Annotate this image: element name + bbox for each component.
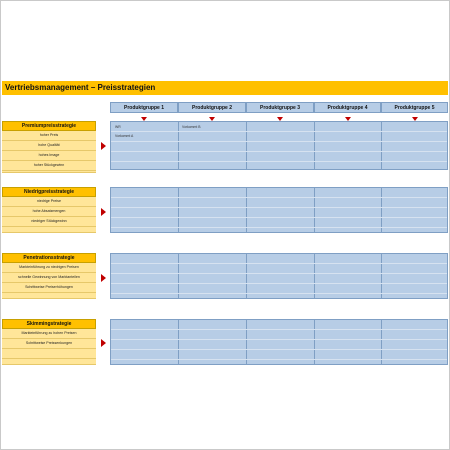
list-item: hohe Absatzmengen (2, 207, 96, 217)
section-heading-niedrigpreis: Niedrigpreisstrategie (2, 187, 96, 197)
list-item (2, 171, 96, 173)
arrow-right-icon (101, 274, 106, 282)
input-grid-penetration[interactable] (110, 253, 448, 299)
section-heading-penetration: Penetrationsstrategie (2, 253, 96, 263)
list-item: Markteinführung zu hohen Preisen (2, 329, 96, 339)
input-grid-premium[interactable] (110, 121, 448, 170)
sheet-title: Vertriebsmanagement – Preisstrategien (5, 83, 156, 92)
cell-note: Vorkommt A (115, 134, 134, 138)
list-item: niedrige Preise (2, 197, 96, 207)
list-item (2, 227, 96, 233)
list-item: hoher Stückgewinn (2, 161, 96, 171)
list-item: Schrittweise Preiserhöhungen (2, 283, 96, 293)
header-produktgruppe-1[interactable]: Produktgruppe 1 (110, 102, 178, 113)
list-item: Schrittweise Preissenkungen (2, 339, 96, 349)
arrow-right-icon (101, 339, 106, 347)
list-item: hohe Qualität (2, 141, 96, 151)
list-item: schnelle Gewinnung von Marktanteilen (2, 273, 96, 283)
arrow-right-icon (101, 208, 106, 216)
header-produktgruppe-3[interactable]: Produktgruppe 3 (246, 102, 314, 113)
section-heading-skimming: Skimmingstrategie (2, 319, 96, 329)
list-item (2, 293, 96, 299)
header-produktgruppe-2[interactable]: Produktgruppe 2 (178, 102, 246, 113)
list-item (2, 359, 96, 365)
arrow-right-icon (101, 142, 106, 150)
list-item: niedriger Stückgewinn (2, 217, 96, 227)
list-item (2, 349, 96, 359)
section-heading-premium: Premiumpreisstrategie (2, 121, 96, 131)
header-produktgruppe-4[interactable]: Produktgruppe 4 (314, 102, 381, 113)
cell-note: Vorkommt B (182, 125, 201, 129)
list-item: Markteinführung zu niedrigen Preisen (2, 263, 96, 273)
list-item: hohes Image (2, 151, 96, 161)
input-grid-skimming[interactable] (110, 319, 448, 365)
header-produktgruppe-5[interactable]: Produktgruppe 5 (381, 102, 448, 113)
input-grid-niedrigpreis[interactable] (110, 187, 448, 233)
list-item: hoher Preis (2, 131, 96, 141)
cell-note: WR (115, 125, 121, 129)
title-bar (2, 81, 448, 95)
